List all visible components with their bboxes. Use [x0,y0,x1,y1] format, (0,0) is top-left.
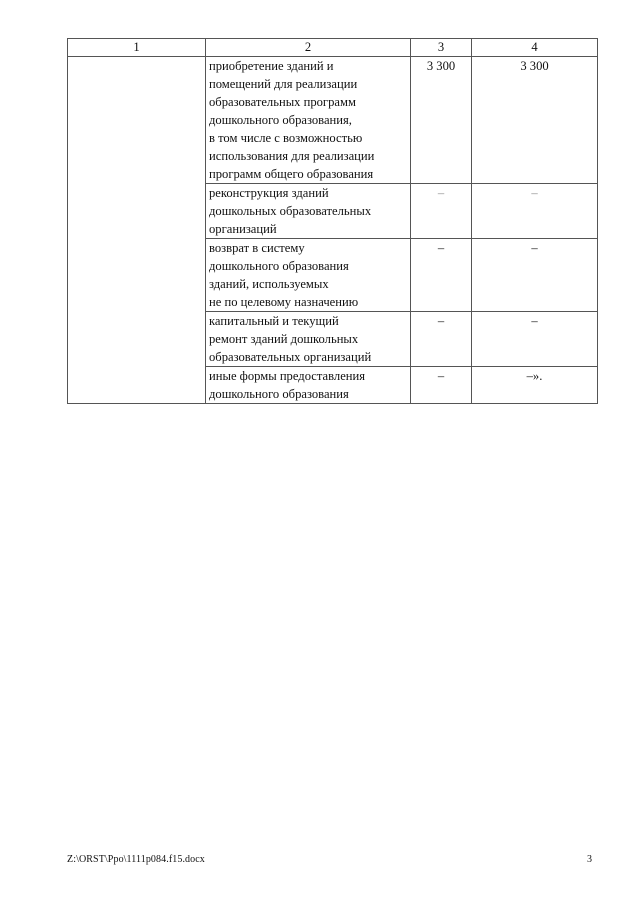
row-description: приобретение зданий и помещений для реализации образовательных программ дошкольного образования, в том числе с возможностью использования для реализации программ общего образования [206,57,411,184]
row-value-col-4: – [472,239,598,312]
header-row [68,39,598,57]
row-value-col-3: – [411,184,472,239]
header-col-2: 2 [206,39,411,57]
row-description: капитальный и текущий ремонт зданий дошкольных образовательных организаций [206,312,411,367]
row-value-col-4: – [472,312,598,367]
row-description: возврат в систему дошкольного образования зданий, используемых не по целевому назначению [206,239,411,312]
row-value-col-4: 3 300 [472,57,598,184]
table-row [68,57,598,184]
row-description: иные формы предоставления дошкольного образования [206,367,411,404]
header-col-1: 1 [68,39,206,57]
footer-page-number: 3 [587,854,592,865]
merged-empty-cell [68,57,206,404]
row-value-col-3: 3 300 [411,57,472,184]
header-col-4: 4 [472,39,598,57]
header-col-3: 3 [411,39,472,57]
row-value-col-4: –». [472,367,598,404]
row-value-col-3: – [411,239,472,312]
row-description: реконструкция зданий дошкольных образовательных организаций [206,184,411,239]
footer-file-path: Z:\ORST\Ppo\1111p084.f15.docx [67,854,205,865]
row-value-col-4: – [472,184,598,239]
row-value-col-3: – [411,367,472,404]
row-value-col-3: – [411,312,472,367]
data-table [67,38,598,404]
